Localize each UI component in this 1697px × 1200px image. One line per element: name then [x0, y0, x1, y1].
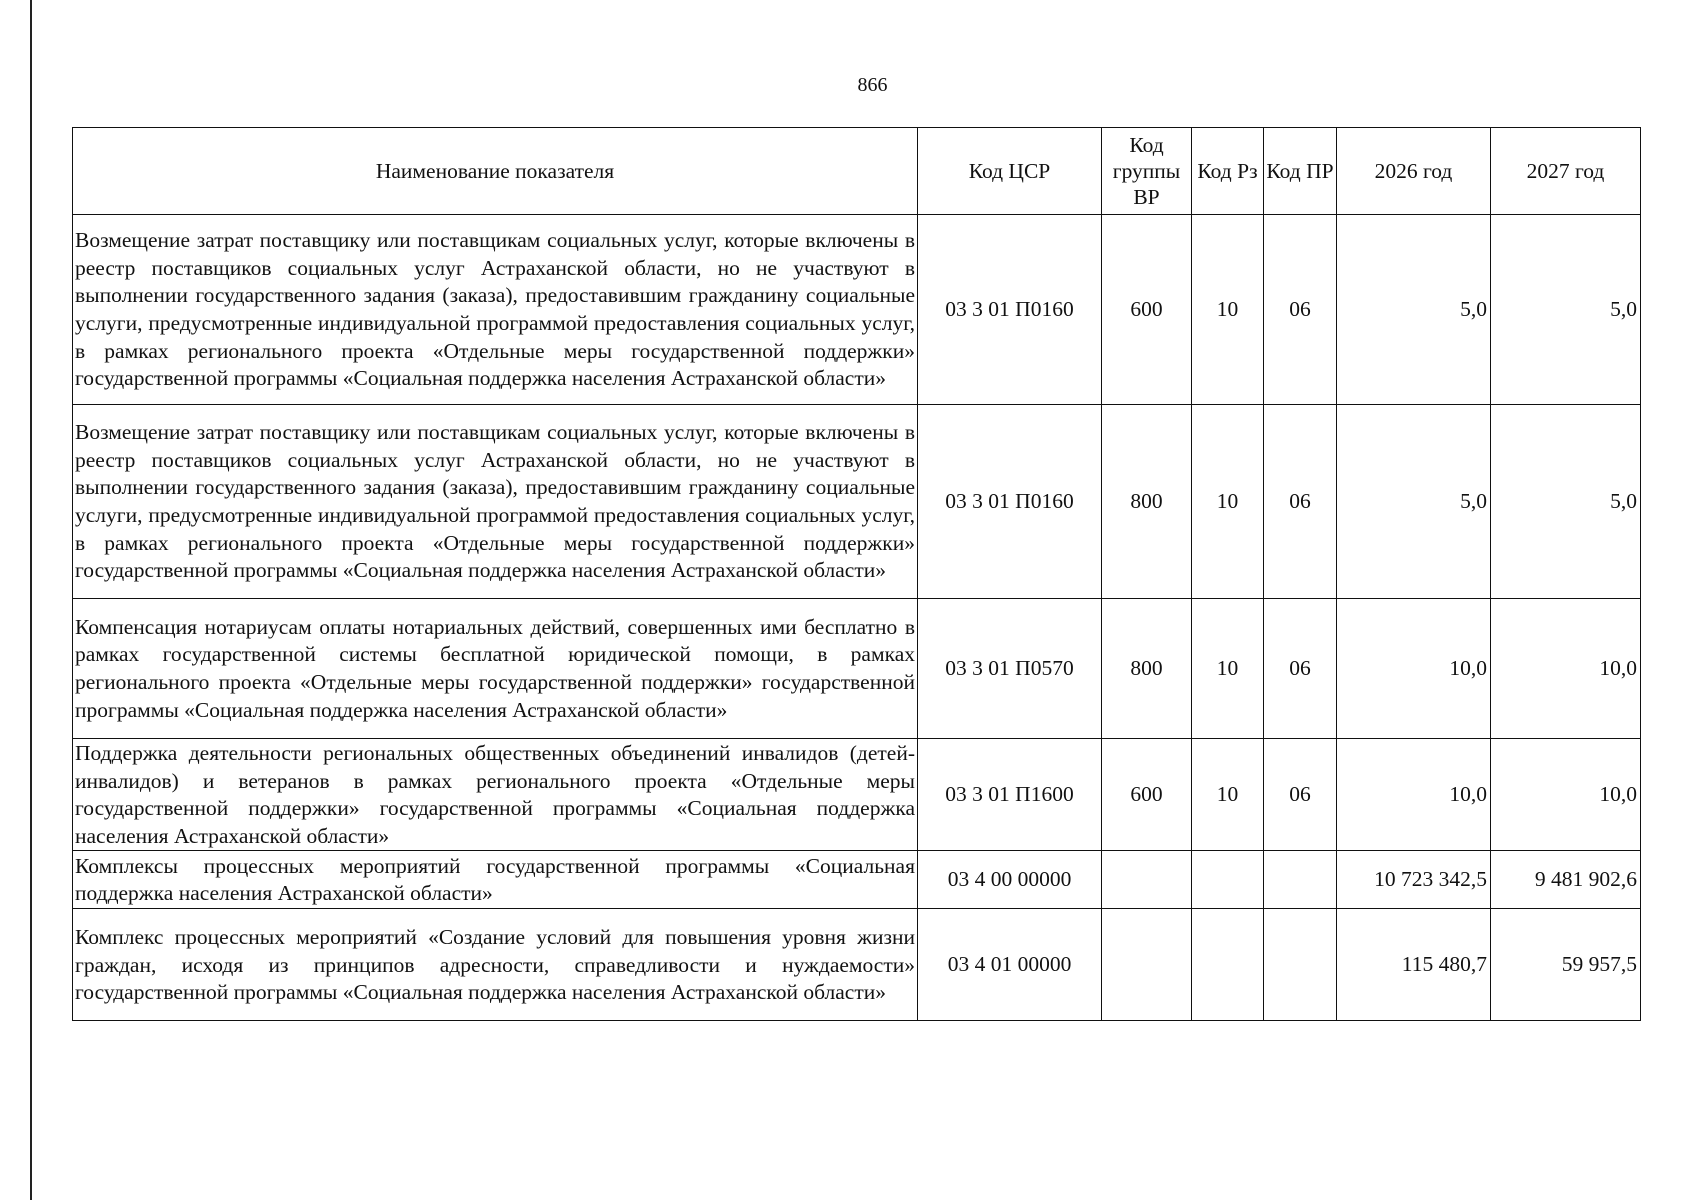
row-csr: 03 3 01 П0160 — [918, 215, 1102, 405]
row-2026: 10,0 — [1337, 739, 1491, 851]
row-csr: 03 3 01 П0570 — [918, 599, 1102, 739]
table-row — [73, 851, 1641, 909]
row-csr: 03 3 01 П0160 — [918, 405, 1102, 599]
header-vr: Код группы ВР — [1102, 128, 1192, 215]
row-csr: 03 4 01 00000 — [918, 909, 1102, 1021]
row-rz — [1192, 851, 1264, 909]
row-2026: 10,0 — [1337, 599, 1491, 739]
header-year-2027: 2027 год — [1491, 128, 1641, 215]
row-name: Комплексы процессных мероприятий государственной программы «Социальная поддержка населения Астраханской области» — [73, 851, 918, 909]
row-vr — [1102, 851, 1192, 909]
row-2027: 10,0 — [1491, 599, 1641, 739]
row-2026: 115 480,7 — [1337, 909, 1491, 1021]
row-rz: 10 — [1192, 599, 1264, 739]
row-rz: 10 — [1192, 215, 1264, 405]
table-row — [73, 599, 1641, 739]
header-rz: Код Рз — [1192, 128, 1264, 215]
row-pr — [1264, 851, 1337, 909]
row-pr: 06 — [1264, 215, 1337, 405]
row-pr: 06 — [1264, 405, 1337, 599]
row-2026: 5,0 — [1337, 215, 1491, 405]
binding-margin-line — [30, 0, 32, 1200]
row-2027: 5,0 — [1491, 405, 1641, 599]
table-row — [73, 405, 1641, 599]
row-vr: 800 — [1102, 599, 1192, 739]
row-vr — [1102, 909, 1192, 1021]
row-name: Поддержка деятельности региональных общественных объединений инвалидов (детей-инвалидов) и ветеранов в рамках регионального проекта «Отдельные меры государственной поддержки» государственной программы «Социальная поддержка населения Астраханской области» — [73, 739, 918, 851]
budget-table — [72, 127, 1641, 1021]
row-2026: 10 723 342,5 — [1337, 851, 1491, 909]
table-row — [73, 909, 1641, 1021]
row-csr: 03 3 01 П1600 — [918, 739, 1102, 851]
row-name: Возмещение затрат поставщику или поставщикам социальных услуг, которые включены в реестр поставщиков социальных услуг Астраханской области, но не участвуют в выполнении государственного задания (заказа), предоставившим гражданину социальные услуги, предусмотренные индивидуальной программой предоставления социальных услуг, в рамках регионального проекта «Отдельные меры государственной поддержки» государственной программы «Социальная поддержка населения Астраханской области» — [73, 215, 918, 405]
row-2027: 5,0 — [1491, 215, 1641, 405]
row-csr: 03 4 00 00000 — [918, 851, 1102, 909]
table-row — [73, 215, 1641, 405]
row-vr: 800 — [1102, 405, 1192, 599]
table-header-row — [73, 128, 1641, 215]
row-name: Компенсация нотариусам оплаты нотариальных действий, совершенных ими бесплатно в рамках государственной системы бесплатной юридической помощи, в рамках регионального проекта «Отдельные меры государственной поддержки» государственной программы «Социальная поддержка населения Астраханской области» — [73, 599, 918, 739]
row-2027: 10,0 — [1491, 739, 1641, 851]
row-vr: 600 — [1102, 739, 1192, 851]
header-csr: Код ЦСР — [918, 128, 1102, 215]
row-rz: 10 — [1192, 739, 1264, 851]
row-pr — [1264, 909, 1337, 1021]
row-rz: 10 — [1192, 405, 1264, 599]
row-vr: 600 — [1102, 215, 1192, 405]
header-pr: Код ПР — [1264, 128, 1337, 215]
row-pr: 06 — [1264, 599, 1337, 739]
page-number — [0, 74, 1697, 97]
row-2026: 5,0 — [1337, 405, 1491, 599]
header-name: Наименование показателя — [73, 128, 918, 215]
table-row — [73, 739, 1641, 851]
header-year-2026: 2026 год — [1337, 128, 1491, 215]
row-2027: 59 957,5 — [1491, 909, 1641, 1021]
page-number-text: 866 — [857, 74, 888, 96]
row-rz — [1192, 909, 1264, 1021]
row-pr: 06 — [1264, 739, 1337, 851]
row-name: Комплекс процессных мероприятий «Создание условий для повышения уровня жизни граждан, исходя из принципов адресности, справедливости и нуждаемости» государственной программы «Социальная поддержка населения Астраханской области» — [73, 909, 918, 1021]
row-2027: 9 481 902,6 — [1491, 851, 1641, 909]
row-name: Возмещение затрат поставщику или поставщикам социальных услуг, которые включены в реестр поставщиков социальных услуг Астраханской области, но не участвуют в выполнении государственного задания (заказа), предоставившим гражданину социальные услуги, предусмотренные индивидуальной программой предоставления социальных услуг, в рамках регионального проекта «Отдельные меры государственной поддержки» государственной программы «Социальная поддержка населения Астраханской области» — [73, 405, 918, 599]
